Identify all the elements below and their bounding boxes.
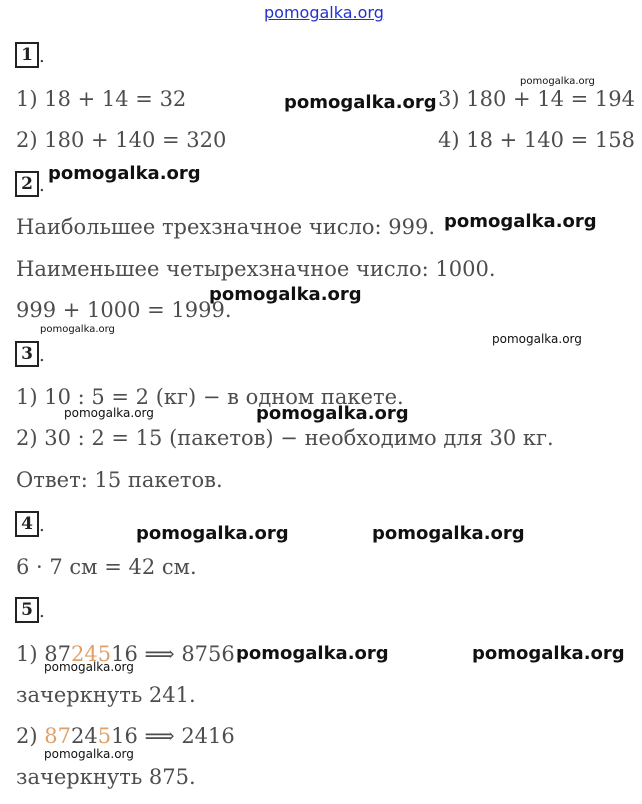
watermark: pomogalka.org	[44, 660, 134, 674]
task-2-line-2: Наименьшее четырехзначное число: 1000.	[16, 257, 496, 281]
crossed-digit: 4	[84, 642, 98, 666]
watermark: pomogalka.org	[372, 523, 525, 544]
digit: 1	[111, 642, 125, 666]
task-5-dot: .	[39, 601, 45, 622]
task-1-line-2: 2) 180 + 140 = 320	[16, 128, 227, 152]
watermark: pomogalka.org	[48, 163, 201, 184]
watermark: pomogalka.org	[256, 403, 409, 424]
task-1-line-3: 3) 180 + 14 = 194	[438, 87, 636, 111]
task-3-dot: .	[39, 345, 45, 366]
crossed-digit: 5	[97, 642, 112, 666]
digit: 2	[70, 724, 85, 748]
digit: 7	[57, 642, 71, 666]
watermark: pomogalka.org	[284, 92, 437, 113]
watermark: pomogalka.org	[64, 406, 154, 420]
task-1-number-box	[15, 42, 39, 68]
crossed-digit: 5	[97, 724, 112, 748]
watermark: pomogalka.org	[236, 643, 389, 664]
line-result: ⟹ 8756	[137, 642, 235, 666]
task-1-line-1: 1) 18 + 14 = 32	[16, 87, 187, 111]
task-1-number: 1	[21, 45, 33, 65]
digit: 4	[84, 724, 98, 748]
header-site-link[interactable]: pomogalka.org	[264, 3, 384, 22]
task-2-line-1: Наибольшее трехзначное число: 999.	[16, 215, 436, 239]
crossed-digit: 7	[57, 724, 71, 748]
task-3-number: 3	[21, 344, 33, 364]
task-3-line-3: Ответ: 15 пакетов.	[16, 468, 223, 492]
task-2-number: 2	[21, 174, 33, 194]
task-1-dot: .	[39, 46, 45, 67]
watermark: pomogalka.org	[492, 332, 582, 346]
line-prefix: 1)	[16, 642, 45, 666]
task-4-dot: .	[39, 515, 45, 536]
watermark: pomogalka.org	[44, 747, 134, 761]
watermark: pomogalka.org	[136, 523, 289, 544]
task-3-line-1: 1) 10 : 5 = 2 (кг) − в одном пакете.	[16, 385, 404, 409]
task-4-number-box	[15, 511, 39, 537]
task-5-number: 5	[21, 600, 33, 620]
task-2-line-3: 999 + 1000 = 1999.	[16, 298, 232, 322]
line-result: ⟹ 2416	[137, 724, 235, 748]
watermark: pomogalka.org	[444, 211, 597, 232]
task-5-line-3	[16, 723, 235, 749]
crossed-digit: 2	[70, 642, 85, 666]
digit: 8	[44, 642, 58, 666]
task-4-number: 4	[21, 514, 33, 534]
watermark: pomogalka.org	[520, 76, 595, 87]
crossed-digit: 8	[44, 724, 58, 748]
digit: 6	[124, 724, 138, 748]
watermark: pomogalka.org	[209, 284, 362, 305]
task-2-dot: .	[39, 175, 45, 196]
task-4-line-1: 6 · 7 см = 42 см.	[16, 555, 197, 579]
watermark: pomogalka.org	[40, 324, 115, 335]
task-1-line-4: 4) 18 + 140 = 158	[438, 128, 636, 152]
digit: 6	[124, 642, 138, 666]
task-5-line-2: зачеркнуть 241.	[16, 683, 196, 707]
task-2-number-box	[15, 171, 39, 197]
task-5-number-box	[15, 597, 39, 623]
digit: 1	[111, 724, 125, 748]
watermark: pomogalka.org	[472, 643, 625, 664]
line-prefix: 2)	[16, 724, 45, 748]
task-3-number-box	[15, 341, 39, 367]
task-5-line-4: зачеркнуть 875.	[16, 765, 196, 789]
task-3-line-2: 2) 30 : 2 = 15 (пакетов) − необходимо для 30 кг.	[16, 426, 554, 450]
